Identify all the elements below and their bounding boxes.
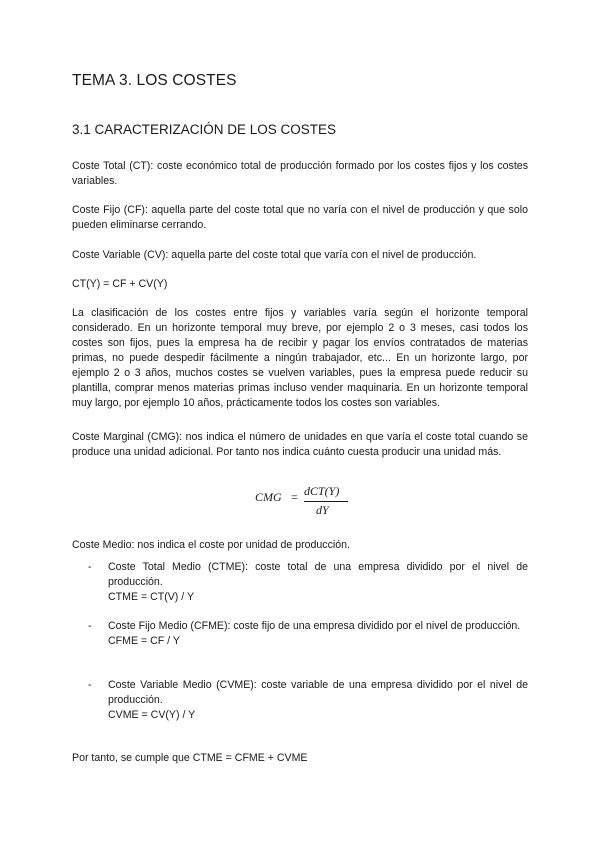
formula-denominator: dY — [316, 503, 329, 517]
page-title: TEMA 3. LOS COSTES — [72, 72, 237, 89]
fraction-bar — [304, 501, 348, 502]
list-dash: - — [88, 620, 92, 632]
equation-ct: CT(Y) = CF + CV(Y) — [72, 278, 168, 290]
formula-lhs: CMG — [255, 490, 282, 504]
list-dash: - — [88, 679, 92, 691]
list-item-text: Coste Variable Medio (CVME): coste variable de una empresa dividido por el nivel de producción. — [108, 679, 528, 706]
formula-equals: = — [291, 490, 298, 504]
list-item-formula: CFME = CF / Y — [108, 635, 180, 647]
definition-coste-variable: Coste Variable (CV): aquella parte del coste total que varía con el nivel de producción. — [72, 249, 477, 261]
section-heading: 3.1 CARACTERIZACIÓN DE LOS COSTES — [72, 122, 337, 137]
formula-numerator: dCT(Y) — [304, 484, 340, 498]
list-item-text: Coste Fijo Medio (CFME): coste fijo de una empresa dividido por el nivel de producción. — [108, 620, 521, 632]
definition-coste-medio: Coste Medio: nos indica el coste por unidad de producción. — [72, 539, 350, 551]
list-item-formula: CTME = CT(V) / Y — [108, 591, 195, 603]
list-item-text: Coste Total Medio (CTME): coste total de una empresa dividido por el nivel de producción. — [108, 561, 528, 588]
conclusion: Por tanto, se cumple que CTME = CFME + CVME — [72, 752, 308, 764]
paragraph-clasificacion: La clasificación de los costes entre fijos y variables varía según el horizonte temporal considerado. En un horizonte temporal muy breve, por ejemplo 2 o 3 meses, casi todos los costes son fijos, pues la empresa ha de recibir y pagar los envíos contratados de materias primas, no puede despedir fácilmente a ningún trabajador, etc... En un horizonte largo, por ejemplo 2 o 3 años, muchos costes se vuelven variables, pues la empresa puede reducir su plantilla, comprar menos materias primas incluso vender maquinaria. En un horizonte temporal muy largo, por ejemplo 10 años, prácticamente todos los costes son variables. — [72, 307, 528, 409]
definition-coste-marginal: Coste Marginal (CMG): nos indica el número de unidades en que varía el coste total cuando se produce una unidad adicional. Por tanto nos indica cuánto cuesta producir una unidad más. — [72, 431, 528, 458]
list-item-formula: CVME = CV(Y) / Y — [108, 709, 196, 721]
list-dash: - — [88, 561, 92, 573]
cmg-formula — [255, 484, 355, 524]
definition-coste-fijo: Coste Fijo (CF): aquella parte del coste total que no varía con el nivel de producción y que solo pueden eliminarse cerrando. — [72, 204, 528, 231]
definition-coste-total: Coste Total (CT): coste económico total de producción formado por los costes fijos y los costes variables. — [72, 160, 528, 187]
